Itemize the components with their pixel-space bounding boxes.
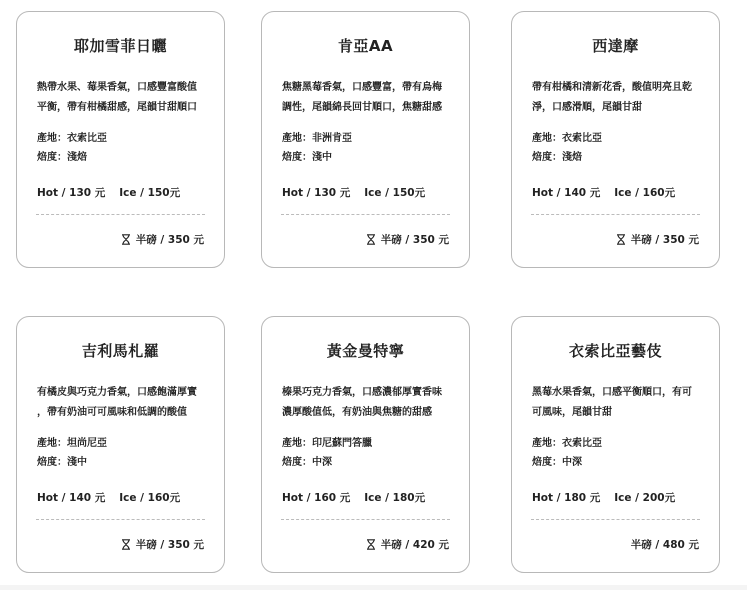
price-row [282,185,459,200]
price-row [282,490,459,505]
hot-price: Hot / 130 元 [282,187,351,199]
price-row [532,490,709,505]
card-description: 榛果巧克力香氣，口感濃郁厚實香味 濃厚酸值低，有奶油與焦糖的甜感 [282,387,442,418]
half-pound-price: 半磅 / 350 元 [366,232,449,247]
card-info [282,129,459,167]
dashed-divider [281,214,450,215]
origin-text: 產地：坦尚尼亞 [37,438,107,449]
roast-text: 焙度：淺中 [37,457,87,468]
coffee-card-sidamo[interactable] [511,11,720,268]
dashed-divider [531,519,700,520]
card-description: 帶有柑橘和清新花香，酸值明亮且乾 淨，口感滑順，尾韻甘甜 [532,82,692,113]
ice-price: Ice / 150元 [364,187,426,199]
coffee-card-ethiopia-geisha[interactable] [511,316,720,573]
half-pound-price: 半磅 / 420 元 [366,537,449,552]
card-description: 焦糖黑莓香氣，口感豐富，帶有烏梅 調性，尾韻綿長回甘順口，焦糖甜感 [282,82,442,113]
dashed-divider [36,519,205,520]
card-info [282,434,459,472]
card-title: 肯亞AA [337,37,394,55]
price-row [37,490,214,505]
card-info [37,434,214,472]
ice-price: Ice / 150元 [119,187,181,199]
origin-text: 產地：衣索比亞 [37,133,107,144]
card-title: 吉利馬札羅 [81,342,160,360]
roast-text: 焙度：淺中 [282,152,332,163]
origin-text: 產地：衣索比亞 [532,438,602,449]
card-title: 耶加雪菲日曬 [73,37,167,55]
price-row [37,185,214,200]
half-pound-price: 半磅 / 350 元 [121,537,204,552]
ice-price: Ice / 160元 [119,492,181,504]
card-title: 黃金曼特寧 [326,342,405,360]
price-row [532,185,709,200]
hourglass-icon [366,234,376,245]
hourglass-icon [121,234,131,245]
hourglass-icon [366,539,376,550]
coffee-card-golden-mandheling[interactable] [261,316,470,573]
half-pound-price: 半磅 / 480 元 [630,539,699,551]
card-info [532,129,709,167]
dashed-divider [531,214,700,215]
hot-price: Hot / 180 元 [532,492,601,504]
card-description: 黑莓水果香氣，口感平衡順口，有可 可風味，尾韻甘甜 [532,387,692,418]
coffee-card-kenya-aa[interactable] [261,11,470,268]
bottom-edge [0,585,747,590]
coffee-card-yirgacheffe[interactable] [16,11,225,268]
ice-price: Ice / 200元 [614,492,676,504]
hot-price: Hot / 140 元 [37,492,106,504]
hot-price: Hot / 130 元 [37,187,106,199]
card-title: 衣索比亞藝伎 [568,342,662,360]
origin-text: 產地：衣索比亞 [532,133,602,144]
card-description: 有橘皮與巧克力香氣，口感飽滿厚實 ，帶有奶油可可風味和低調的酸值 [37,387,197,418]
half-pound-price: 半磅 / 350 元 [616,232,699,247]
dashed-divider [281,519,450,520]
roast-text: 焙度：淺焙 [532,152,582,163]
half-pound-price: 半磅 / 350 元 [121,232,204,247]
roast-text: 焙度：中深 [282,457,332,468]
card-title: 西達摩 [592,37,639,55]
card-description: 熱帶水果、莓果香氣，口感豐富酸值 平衡，帶有柑橘甜感，尾韻甘甜順口 [37,82,197,113]
coffee-card-kilimanjaro[interactable] [16,316,225,573]
hot-price: Hot / 160 元 [282,492,351,504]
dashed-divider [36,214,205,215]
origin-text: 產地：非洲肯亞 [282,133,352,144]
roast-text: 焙度：淺焙 [37,152,87,163]
origin-text: 產地：印尼蘇門答臘 [282,438,372,449]
card-info [37,129,214,167]
hot-price: Hot / 140 元 [532,187,601,199]
card-info [532,434,709,472]
hourglass-icon [616,234,626,245]
hourglass-icon [121,539,131,550]
ice-price: Ice / 180元 [364,492,426,504]
ice-price: Ice / 160元 [614,187,676,199]
roast-text: 焙度：中深 [532,457,582,468]
